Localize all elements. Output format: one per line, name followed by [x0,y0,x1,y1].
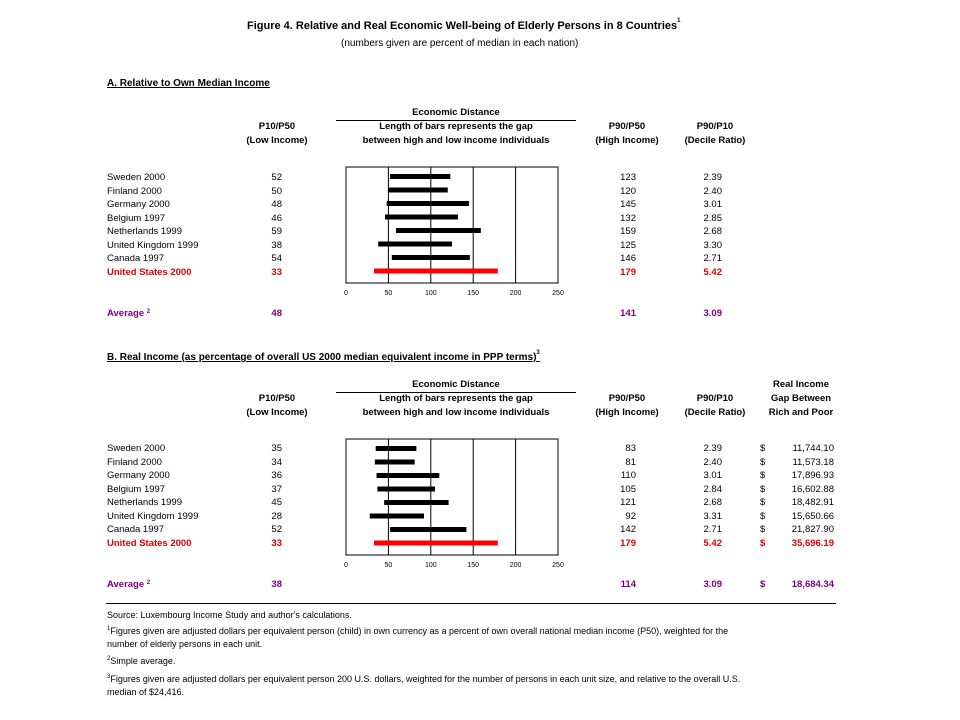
panel-b-ratio-value: 3.31 [703,510,722,522]
panel-b-country-name: Canada 1997 [107,524,165,535]
panel-b-p10-value: 37 [271,483,282,495]
panel-b-p90p50-header: P90/P50 [608,393,646,404]
panel-b-country-name: United Kingdom 1999 [107,510,199,522]
panel-a-country-name: Canada 1997 [107,253,165,264]
panel-a-p90p10-header: P90/P10 [696,121,734,132]
panel-a-x-tick-label: 50 [384,290,393,297]
panel-a-ratio-value: 3.30 [703,239,722,251]
panel-a-ratio-value: 2.85 [703,212,722,224]
panel-a-p90-value: 159 [620,226,636,237]
panel-a-average-label-text: Average [107,308,145,319]
panel-a-x-tick-label: 0 [344,290,348,297]
panel-b-ratio-value: 2.40 [703,456,722,468]
panel-a-ratio-value: 2.39 [703,172,722,183]
panel-b-p10-value: 36 [271,470,282,481]
panel-a-x-tick-label: 150 [467,290,480,297]
panel-b-p10-value: 35 [271,443,282,454]
panel-a-plot-frame [346,167,558,283]
panel-a-range-bar [388,188,447,193]
panel-b-ratio-value: 2.84 [703,483,722,495]
panel-b-dollar-sign: $ [760,510,766,522]
panel-b-average-ratio: 3.09 [703,579,722,590]
panel-a-p10-value: 50 [271,185,282,197]
panel-a-ratio-value: 2.40 [703,185,722,197]
panel-a-range-bar [390,174,450,179]
panel-a-range-bar [387,201,469,206]
panel-b-average-label-text: Average [107,579,145,590]
panel-b-p90-value: 179 [620,537,636,549]
panel-a-ratio-value: 2.71 [703,253,722,264]
footnote-1-line-2: number of elderly persons in each unit. [107,639,263,649]
panel-b-x-tick-label: 100 [424,562,437,569]
footnote-2-mark: 2 [107,656,111,662]
panel-a-average-p10: 48 [271,308,282,319]
panel-b-p10-value: 28 [271,510,282,522]
panel-b-dollar-sign: $ [760,524,766,535]
panel-a-p10-value: 48 [271,199,282,210]
figure-subtitle: (numbers given are percent of median in each nation) [341,38,579,49]
panel-b-bars-caption-1: Length of bars represents the gap [379,393,533,404]
panel-a-range-bar [396,228,481,233]
panel-b-ratio-value: 2.71 [703,524,722,535]
panel-b-average-dollar: $ [760,579,766,590]
panel-b-ratio-value: 5.42 [703,537,722,549]
panel-b-real-income-header-1: Real Income [773,379,829,390]
panel-a-p90-value: 179 [620,266,636,278]
panel-a-ratio-value: 3.01 [703,199,722,210]
panel-b-country-name: Germany 2000 [107,470,170,481]
panel-a-p90-value: 145 [620,199,636,210]
panel-a-range-chart [336,164,576,300]
panel-a-low-income-header: (Low Income) [246,135,308,146]
footnote-3-line-2: median of $24,416. [107,687,185,697]
panel-b-dollar-sign: $ [760,537,766,549]
panel-a-country-name: Netherlands 1999 [107,226,182,237]
panel-b-ratio-value: 2.68 [703,497,722,508]
panel-b-x-tick-label: 200 [509,562,522,569]
footnote-3-text-1: Figures given are adjusted dollars per equivalent person 200 U.S. dollars, weighted for the number of persons in each unit size, and relative to the overall U.S. [110,674,741,684]
panel-b-low-income-header: (Low Income) [246,407,308,418]
panel-a-country-name: Germany 2000 [107,199,170,210]
panel-b-high-income-header: (High Income) [595,407,659,418]
panel-a-country-name: United States 2000 [107,266,192,278]
panel-a-range-bar [378,242,452,247]
panel-a-decile-ratio-header: (Decile Ratio) [684,135,746,146]
panel-a-range-bar [374,269,498,274]
panel-a-p90-value: 132 [620,212,636,224]
panel-b-gap-value: 15,650.66 [791,510,834,522]
panel-b-p10-value: 52 [271,524,282,535]
panel-a-x-tick-label: 250 [552,290,564,297]
panel-b-range-bar [375,460,415,465]
figure-title-footnote-mark: 1 [677,18,681,24]
panel-a-p10-value: 38 [271,239,282,251]
panel-a-p10-value: 54 [271,253,282,264]
panel-b-dollar-sign: $ [760,443,766,454]
panel-a-average-footnote-mark: 2 [146,309,151,315]
panel-a-p90-value: 125 [620,239,636,251]
panel-b-bars-caption-2: between high and low income individuals [362,407,550,418]
panel-a-bars-caption-1: Length of bars represents the gap [379,121,533,132]
panel-b-gap-value: 16,602.88 [791,483,834,495]
footnote-1-mark: 1 [107,626,111,632]
footnote-3-line-1 [107,673,740,685]
panel-b-p10-value: 34 [271,456,282,468]
panel-b-ratio-value: 3.01 [703,470,722,481]
footnote-2 [107,655,175,667]
panel-a-p90-value: 123 [620,172,636,183]
panel-a-title: A. Relative to Own Median Income [107,78,270,89]
panel-a-country-name: Sweden 2000 [107,172,166,183]
panel-a-p90p50-header: P90/P50 [608,121,646,132]
panel-b-p90-value: 81 [625,456,636,468]
panel-b-country-name: Sweden 2000 [107,443,166,454]
panel-b-decile-ratio-header: (Decile Ratio) [684,407,746,418]
panel-b-gap-value: 18,482.91 [791,497,834,508]
panel-a-range-bar [392,255,470,260]
panel-b-title [107,352,540,363]
panel-a-bars-caption-2: between high and low income individuals [362,135,550,146]
panel-b-range-bar [374,541,498,546]
panel-b-x-tick-label: 0 [344,562,348,569]
panel-b-p90-value: 142 [620,524,636,535]
panel-a-average-p90: 141 [620,308,636,319]
panel-b-p10-value: 45 [271,497,282,508]
panel-b-average-p90: 114 [620,579,636,590]
panel-a-average-ratio: 3.09 [703,308,722,319]
panel-b-x-tick-label: 50 [384,562,393,569]
panel-b-range-bar [390,527,466,532]
panel-a-econ-distance-header: Economic Distance [412,107,500,118]
panel-b-gap-value: 35,696.19 [791,537,834,549]
panel-b-ratio-value: 2.39 [703,443,722,454]
panel-a-p10p50-header: P10/P50 [258,121,296,132]
panel-b-country-name: Finland 2000 [107,456,162,468]
source-note: Source: Luxembourg Income Study and author's calculations. [107,610,352,620]
panel-b-plot-frame [346,439,558,555]
panel-b-econ-distance-header: Economic Distance [412,379,500,390]
panel-a-range-bar [385,215,458,220]
footnote-2-text: Simple average. [110,656,176,666]
panel-b-range-bar [370,514,424,519]
panel-b-p90p10-header: P90/P10 [696,393,734,404]
panel-a-p10-value: 52 [271,172,282,183]
panel-b-dollar-sign: $ [760,456,766,468]
panel-b-p90-value: 121 [620,497,636,508]
panel-b-gap-value: 21,827.90 [791,524,834,535]
panel-b-p90-value: 110 [620,470,636,481]
panel-b-real-income-header-3: Rich and Poor [768,407,834,418]
panel-b-average-footnote-mark: 2 [146,580,151,586]
panel-a-x-tick-label: 100 [424,290,437,297]
footnote-1-text-1: Figures given are adjusted dollars per equivalent person (child) in own currency as a percent of own overall national median income (P50), weighted for the [110,626,729,636]
panel-b-title-text: B. Real Income (as percentage of overall US 2000 median equivalent income in PPP terms) [107,352,537,363]
panel-b-country-name: Belgium 1997 [107,483,166,495]
panel-b-p10p50-header: P10/P50 [258,393,296,404]
panel-a-country-name: United Kingdom 1999 [107,239,199,251]
panel-b-average-p10: 38 [271,579,282,590]
figure-title [247,20,680,32]
panel-b-p90-value: 105 [620,483,636,495]
panel-b-range-chart [336,436,576,572]
panel-a-ratio-value: 5.42 [703,266,722,278]
panel-a-p10-value: 46 [271,212,282,224]
footnote-1-line-1 [107,625,728,637]
panel-b-x-tick-label: 250 [552,562,564,569]
figure-title-text: Figure 4. Relative and Real Economic Well-being of Elderly Persons in 8 Countries [247,20,678,32]
panel-b-country-name: Netherlands 1999 [107,497,182,508]
panel-a-ratio-value: 2.68 [703,226,722,237]
panel-a-average-label [107,307,150,321]
panel-b-range-bar [376,446,417,451]
panel-a-p90-value: 120 [620,185,636,197]
panel-b-p90-value: 92 [625,510,636,522]
panel-b-p10-value: 33 [271,537,282,549]
panel-b-p90-value: 83 [625,443,636,454]
footnote-separator [106,603,836,604]
panel-a-x-tick-label: 200 [509,290,522,297]
panel-b-title-footnote-mark: 3 [536,350,540,356]
panel-a-p10-value: 33 [271,266,282,278]
panel-b-real-income-header-2: Gap Between [770,393,832,404]
panel-a-country-name: Finland 2000 [107,185,162,197]
panel-b-x-tick-label: 150 [467,562,480,569]
panel-b-gap-value: 17,896.93 [791,470,834,481]
panel-b-range-bar [377,473,440,478]
panel-b-dollar-sign: $ [760,470,766,481]
panel-a-p10-value: 59 [271,226,282,237]
panel-b-dollar-sign: $ [760,483,766,495]
panel-b-dollar-sign: $ [760,497,766,508]
footnote-3-mark: 3 [107,674,111,680]
panel-b-range-bar [377,487,435,492]
panel-b-gap-value: 11,744.10 [792,443,834,454]
panel-b-average-gap: 18,684.34 [791,579,834,590]
panel-b-gap-value: 11,573.18 [792,456,834,468]
panel-b-country-name: United States 2000 [107,537,192,549]
panel-a-country-name: Belgium 1997 [107,212,166,224]
panel-a-high-income-header: (High Income) [595,135,659,146]
panel-a-p90-value: 146 [620,253,636,264]
panel-b-average-label [107,578,150,592]
panel-b-range-bar [384,500,448,505]
